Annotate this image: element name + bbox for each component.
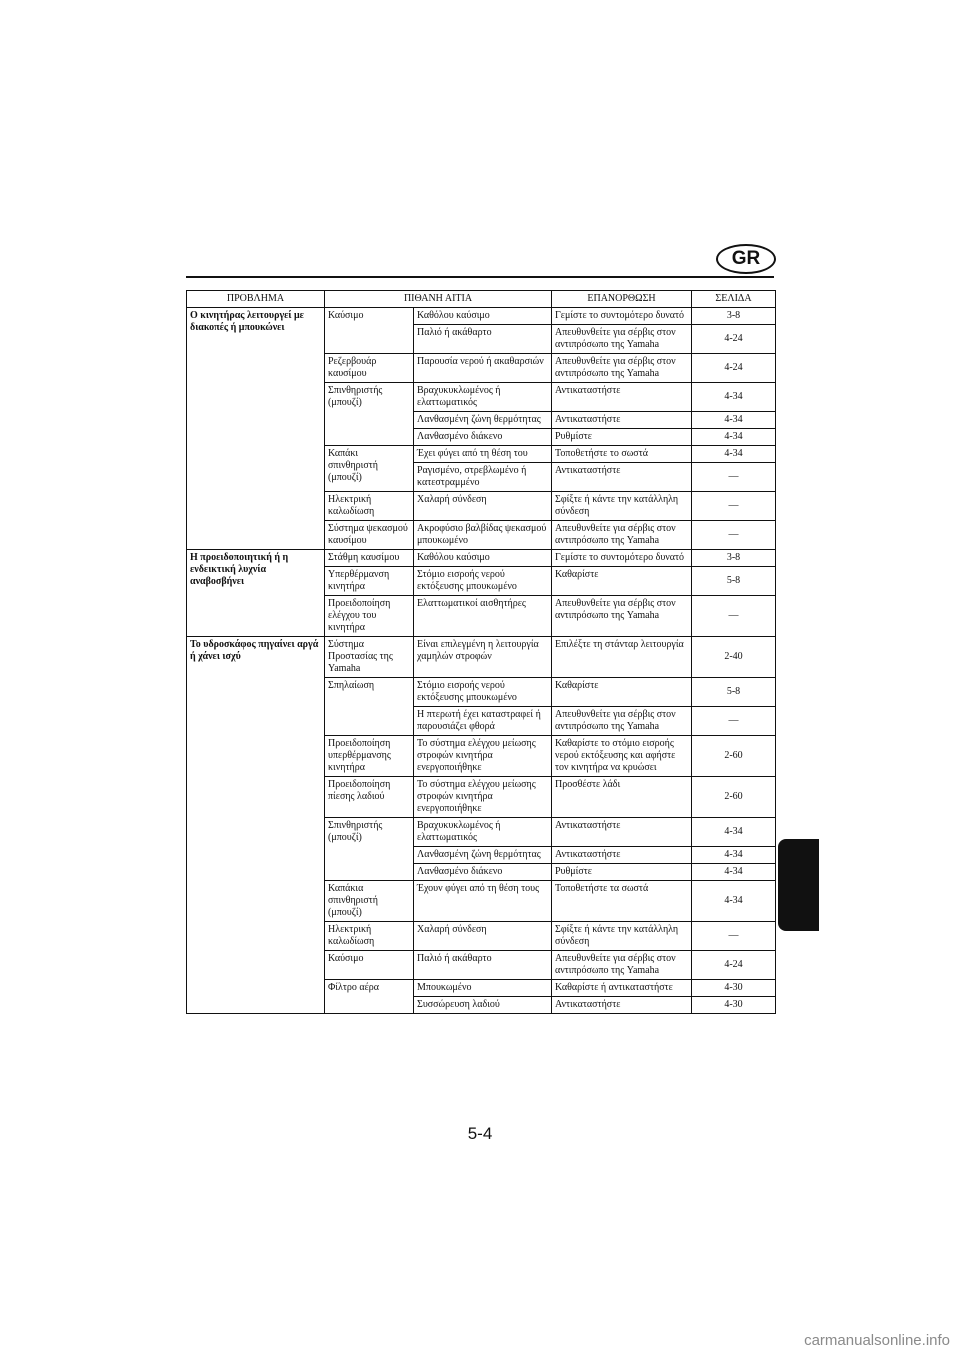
cause-cell: Προειδοποίηση ελέγχου του κινητήρα: [325, 596, 414, 637]
header-rule: [186, 276, 774, 278]
page-cell: 4-24: [692, 354, 776, 383]
table-row: [187, 637, 776, 678]
remedy-cell: Γεμίστε το συντομότερο δυνατό: [552, 308, 692, 325]
page-cell: 4-34: [692, 864, 776, 881]
detail-cell: Βραχυκυκλωμένος ή ελαττωματικός: [414, 383, 552, 412]
page-cell: 4-34: [692, 818, 776, 847]
cause-cell: Ηλεκτρική καλωδίωση: [325, 492, 414, 521]
cause-cell: Φίλτρο αέρα: [325, 980, 414, 1014]
remedy-cell: Αντικαταστήστε: [552, 847, 692, 864]
remedy-cell: Ρυθμίστε: [552, 429, 692, 446]
page-cell: 4-34: [692, 383, 776, 412]
remedy-cell: Απευθυνθείτε για σέρβις στον αντιπρόσωπο της Yamaha: [552, 325, 692, 354]
page-cell: 4-24: [692, 951, 776, 980]
remedy-cell: Καθαρίστε: [552, 567, 692, 596]
remedy-cell: Αντικαταστήστε: [552, 383, 692, 412]
remedy-cell: Απευθυνθείτε για σέρβις στον αντιπρόσωπο της Yamaha: [552, 354, 692, 383]
detail-cell: Ραγισμένο, στρεβλωμένο ή κατεστραμμένο: [414, 463, 552, 492]
cause-cell: Προειδοποίηση πίεσης λαδιού: [325, 777, 414, 818]
detail-cell: Παλιό ή ακάθαρτο: [414, 325, 552, 354]
table-header-row: [187, 291, 776, 308]
cause-cell: Καπάκια σπινθηριστή (μπουζί): [325, 881, 414, 922]
remedy-cell: Επιλέξτε τη στάνταρ λειτουργία: [552, 637, 692, 678]
remedy-cell: Αντικαταστήστε: [552, 463, 692, 492]
cause-cell: Σπινθηριστής (μπουζί): [325, 818, 414, 881]
page-cell: 4-34: [692, 446, 776, 463]
troubleshooting-table: [186, 290, 776, 1014]
remedy-cell: Καθαρίστε το στόμιο εισροής νερού εκτόξευσης και αφήστε τον κινητήρα να κρυώσει: [552, 736, 692, 777]
problem-cell: Η προειδοποιητική ή η ενδεικτική λυχνία αναβοσβήνει: [187, 550, 325, 637]
cause-cell: Στάθμη καυσίμου: [325, 550, 414, 567]
detail-cell: Παρουσία νερού ή ακαθαρσιών: [414, 354, 552, 383]
remedy-cell: Απευθυνθείτε για σέρβις στον αντιπρόσωπο της Yamaha: [552, 951, 692, 980]
page-cell: —: [692, 596, 776, 637]
page-cell: —: [692, 707, 776, 736]
language-badge-label: GR: [731, 248, 761, 269]
detail-cell: Λανθασμένη ζώνη θερμότητας: [414, 847, 552, 864]
detail-cell: Το σύστημα ελέγχου μείωσης στροφών κινητήρα ενεργοποιήθηκε: [414, 736, 552, 777]
page-cell: 2-60: [692, 736, 776, 777]
detail-cell: Χαλαρή σύνδεση: [414, 492, 552, 521]
cause-cell: Ρεζερβουάρ καυσίμου: [325, 354, 414, 383]
detail-cell: Καθόλου καύσιμο: [414, 308, 552, 325]
detail-cell: Στόμιο εισροής νερού εκτόξευσης μπουκωμένο: [414, 678, 552, 707]
remedy-cell: Καθαρίστε ή αντικαταστήστε: [552, 980, 692, 997]
page-cell: —: [692, 492, 776, 521]
page-cell: 4-30: [692, 997, 776, 1014]
detail-cell: Είναι επιλεγμένη η λειτουργία χαμηλών στροφών: [414, 637, 552, 678]
header-problem: ΠΡΟΒΛΗΜΑ: [187, 291, 325, 308]
detail-cell: Έχει φύγει από τη θέση του: [414, 446, 552, 463]
remedy-cell: Καθαρίστε: [552, 678, 692, 707]
detail-cell: Μπουκωμένο: [414, 980, 552, 997]
problem-cell: Το υδροσκάφος πηγαίνει αργά ή χάνει ισχύ: [187, 637, 325, 1014]
detail-cell: Συσσώρευση λαδιού: [414, 997, 552, 1014]
remedy-cell: Ρυθμίστε: [552, 864, 692, 881]
remedy-cell: Γεμίστε το συντομότερο δυνατό: [552, 550, 692, 567]
page-cell: 4-30: [692, 980, 776, 997]
detail-cell: Το σύστημα ελέγχου μείωσης στροφών κινητήρα ενεργοποιήθηκε: [414, 777, 552, 818]
cause-cell: Ηλεκτρική καλωδίωση: [325, 922, 414, 951]
detail-cell: Η πτερωτή έχει καταστραφεί ή παρουσιάζει φθορά: [414, 707, 552, 736]
chapter-tab: [778, 839, 819, 931]
remedy-cell: Αντικαταστήστε: [552, 412, 692, 429]
page-cell: 3-8: [692, 308, 776, 325]
cause-cell: Υπερθέρμανση κινητήρα: [325, 567, 414, 596]
detail-cell: Λανθασμένο διάκενο: [414, 864, 552, 881]
detail-cell: Λανθασμένη ζώνη θερμότητας: [414, 412, 552, 429]
remedy-cell: Αντικαταστήστε: [552, 818, 692, 847]
problem-cell: Ο κινητήρας λειτουργεί με διακοπές ή μπουκώνει: [187, 308, 325, 550]
detail-cell: Ελαττωματικοί αισθητήρες: [414, 596, 552, 637]
remedy-cell: Τοποθετήστε τα σωστά: [552, 881, 692, 922]
remedy-cell: Αντικαταστήστε: [552, 997, 692, 1014]
detail-cell: Έχουν φύγει από τη θέση τους: [414, 881, 552, 922]
page-cell: 2-40: [692, 637, 776, 678]
page-cell: —: [692, 922, 776, 951]
cause-cell: Σύστημα Προστασίας της Yamaha: [325, 637, 414, 678]
cause-cell: Προειδοποίηση υπερθέρμανσης κινητήρα: [325, 736, 414, 777]
detail-cell: Καθόλου καύσιμο: [414, 550, 552, 567]
page-cell: 4-34: [692, 847, 776, 864]
page-cell: 5-8: [692, 567, 776, 596]
remedy-cell: Σφίξτε ή κάντε την κατάλληλη σύνδεση: [552, 922, 692, 951]
header-page: ΣΕΛΙΔΑ: [692, 291, 776, 308]
cause-cell: Σύστημα ψεκασμού καυσίμου: [325, 521, 414, 550]
page-cell: 4-34: [692, 429, 776, 446]
table-row: [187, 550, 776, 567]
remedy-cell: Απευθυνθείτε για σέρβις στον αντιπρόσωπο της Yamaha: [552, 596, 692, 637]
header-cause: ΠΙΘΑΝΗ ΑΙΤΙΑ: [325, 291, 552, 308]
cause-cell: Καπάκι σπινθηριστή (μπουζί): [325, 446, 414, 492]
cause-cell: Καύσιμο: [325, 308, 414, 354]
page-cell: 3-8: [692, 550, 776, 567]
watermark: carmanualsonline.info: [804, 1332, 950, 1349]
page-cell: 4-34: [692, 881, 776, 922]
cause-cell: Σπηλαίωση: [325, 678, 414, 736]
remedy-cell: Απευθυνθείτε για σέρβις στον αντιπρόσωπο της Yamaha: [552, 521, 692, 550]
cause-cell: Καύσιμο: [325, 951, 414, 980]
page-cell: 2-60: [692, 777, 776, 818]
remedy-cell: Τοποθετήστε το σωστά: [552, 446, 692, 463]
detail-cell: Στόμιο εισροής νερού εκτόξευσης μπουκωμένο: [414, 567, 552, 596]
page-cell: 5-8: [692, 678, 776, 707]
remedy-cell: Απευθυνθείτε για σέρβις στον αντιπρόσωπο της Yamaha: [552, 707, 692, 736]
table-row: [187, 308, 776, 325]
detail-cell: Χαλαρή σύνδεση: [414, 922, 552, 951]
page-cell: 4-24: [692, 325, 776, 354]
page-cell: —: [692, 521, 776, 550]
remedy-cell: Προσθέστε λάδι: [552, 777, 692, 818]
language-badge: [716, 244, 776, 274]
detail-cell: Παλιό ή ακάθαρτο: [414, 951, 552, 980]
page-number: 5-4: [467, 1124, 493, 1143]
detail-cell: Ακροφύσιο βαλβίδας ψεκασμού μπουκωμένο: [414, 521, 552, 550]
detail-cell: Βραχυκυκλωμένος ή ελαττωματικός: [414, 818, 552, 847]
cause-cell: Σπινθηριστής (μπουζί): [325, 383, 414, 446]
detail-cell: Λανθασμένο διάκενο: [414, 429, 552, 446]
page-cell: 4-34: [692, 412, 776, 429]
header-remedy: ΕΠΑΝΟΡΘΩΣΗ: [552, 291, 692, 308]
page-cell: —: [692, 463, 776, 492]
remedy-cell: Σφίξτε ή κάντε την κατάλληλη σύνδεση: [552, 492, 692, 521]
